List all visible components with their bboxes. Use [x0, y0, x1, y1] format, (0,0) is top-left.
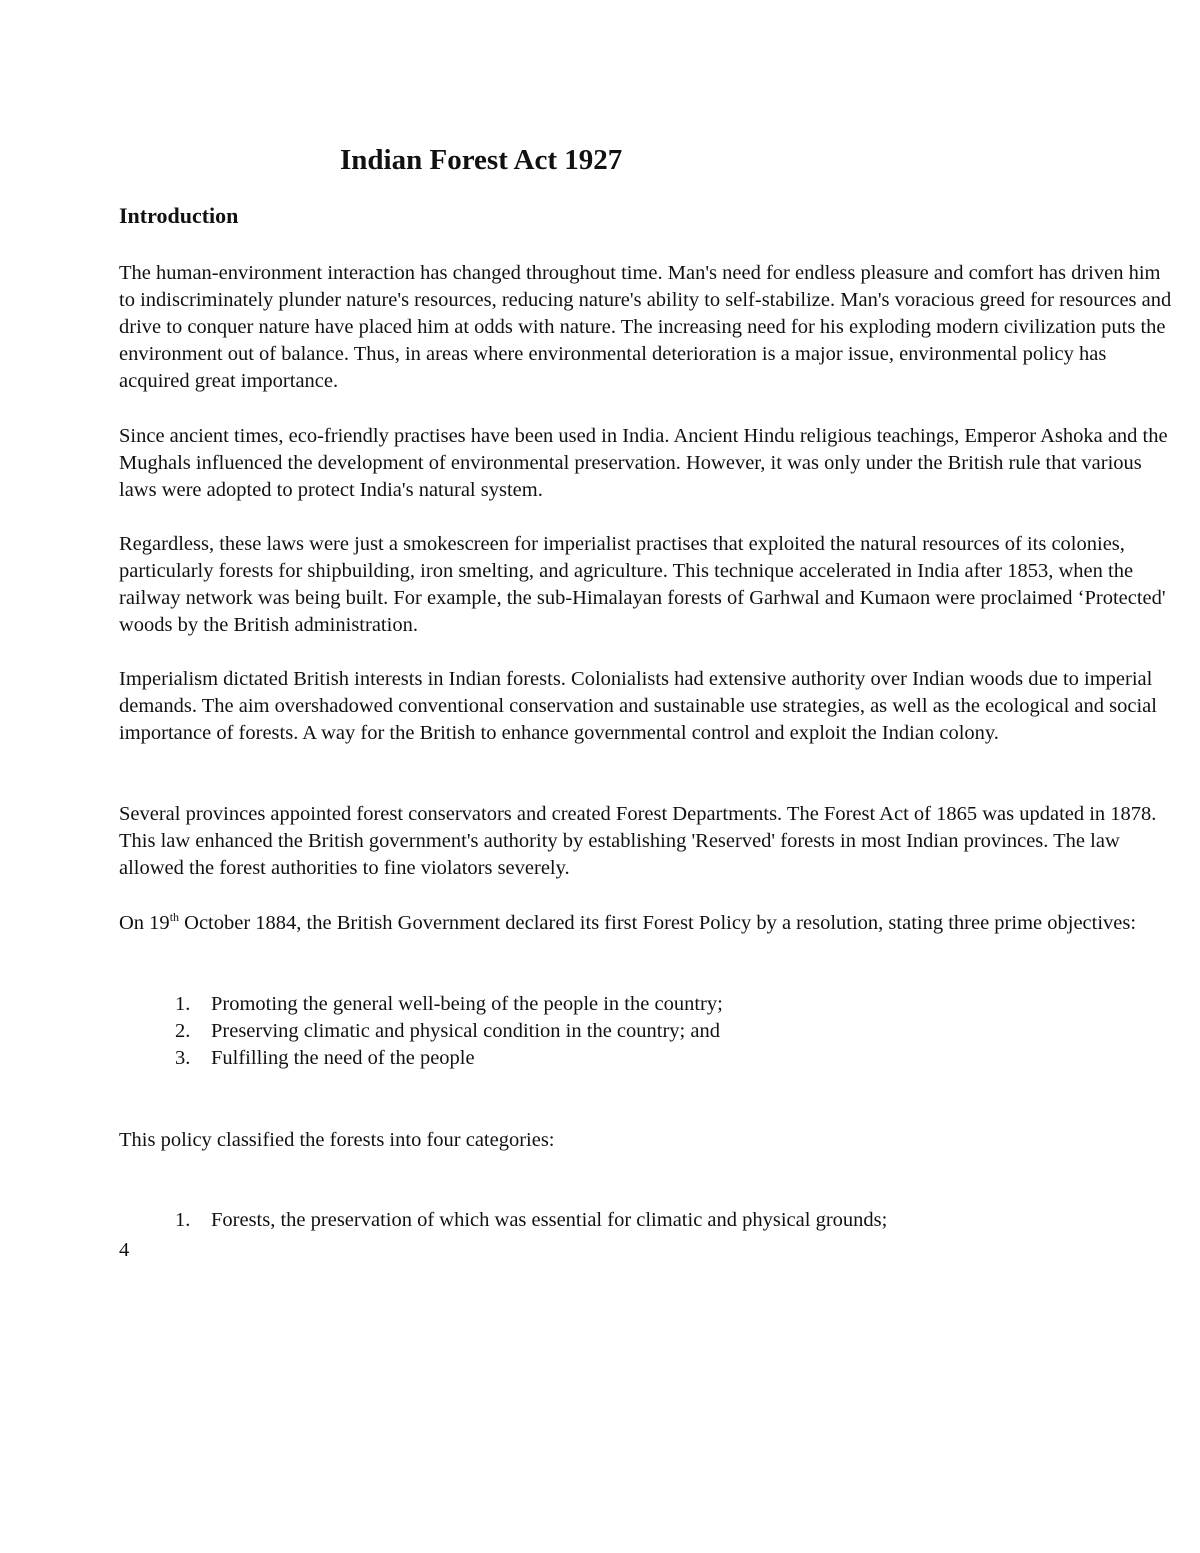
policy-text-end: October 1884, the British Government declared its first Forest Policy by a resolution, stating three prime objectives: [179, 912, 1137, 934]
paragraph-ancient-times: Since ancient times, eco-friendly practises have been used in India. Ancient Hindu religious teachings, Emperor Ashoka and the Mughals influenced the development of environmental preservation. However, it was only under the British rule that various laws were adopted to protect India's natural system. [119, 425, 1168, 501]
ordinal-superscript: th [169, 910, 180, 924]
list-item-text: Preserving climatic and physical condition in the country; and [211, 1020, 720, 1042]
list-item-text: Forests, the preservation of which was essential for climatic and physical grounds; [211, 1209, 888, 1231]
objectives-list [119, 991, 1119, 1072]
paragraph-imperialism: Imperialism dictated British interests in Indian forests. Colonialists had extensive authority over Indian woods due to imperial demands. The aim overshadowed conventional conservation and sustainable use strategies, as well as the ecological and social importance of forests. A way for the British to enhance governmental control and exploit the Indian colony. [119, 668, 1157, 744]
document-title: Indian Forest Act 1927 [340, 144, 623, 176]
list-item [119, 991, 1119, 1018]
list-item-number: 1. [175, 1209, 191, 1231]
list-item-number: 3. [175, 1047, 191, 1069]
section-heading-introduction: Introduction [119, 203, 239, 228]
page-number: 4 [119, 1239, 130, 1261]
list-item [119, 1207, 1119, 1234]
paragraph-classification-intro: This policy classified the forests into four categories: [119, 1129, 555, 1151]
policy-text-start: On 19 [119, 912, 170, 934]
paragraph-forest-departments: Several provinces appointed forest conservators and created Forest Departments. The Forest Act of 1865 was updated in 1878. This law enhanced the British government's authority by establishing 'Reserved' forests in most Indian provinces. The law allowed the forest authorities to fine violators severely. [119, 803, 1157, 879]
paragraph-smokescreen: Regardless, these laws were just a smokescreen for imperialist practises that exploited the natural resources of its colonies, particularly forests for shipbuilding, iron smelting, and agriculture. This technique accelerated in India after 1853, when the railway network was being built. For example, the sub-Himalayan forests of Garhwal and Kumaon were proclaimed ‘Protected' woods by the British administration. [119, 533, 1166, 636]
list-item [119, 1045, 1119, 1072]
list-item-number: 2. [175, 1020, 191, 1042]
categories-list [119, 1207, 1119, 1234]
list-item-text: Promoting the general well-being of the people in the country; [211, 993, 723, 1015]
paragraph-forest-policy-1884 [119, 910, 1181, 937]
list-item-text: Fulfilling the need of the people [211, 1047, 475, 1069]
list-item [119, 1018, 1119, 1045]
list-item-number: 1. [175, 993, 191, 1015]
paragraph-human-environment: The human-environment interaction has changed throughout time. Man's need for endless pleasure and comfort has driven him to indiscriminately plunder nature's resources, reducing nature's ability to self-stabilize. Man's voracious greed for resources and drive to conquer nature have placed him at odds with nature. The increasing need for his exploding modern civilization puts the environment out of balance. Thus, in areas where environmental deterioration is a major issue, environmental policy has acquired great importance. [119, 262, 1172, 392]
